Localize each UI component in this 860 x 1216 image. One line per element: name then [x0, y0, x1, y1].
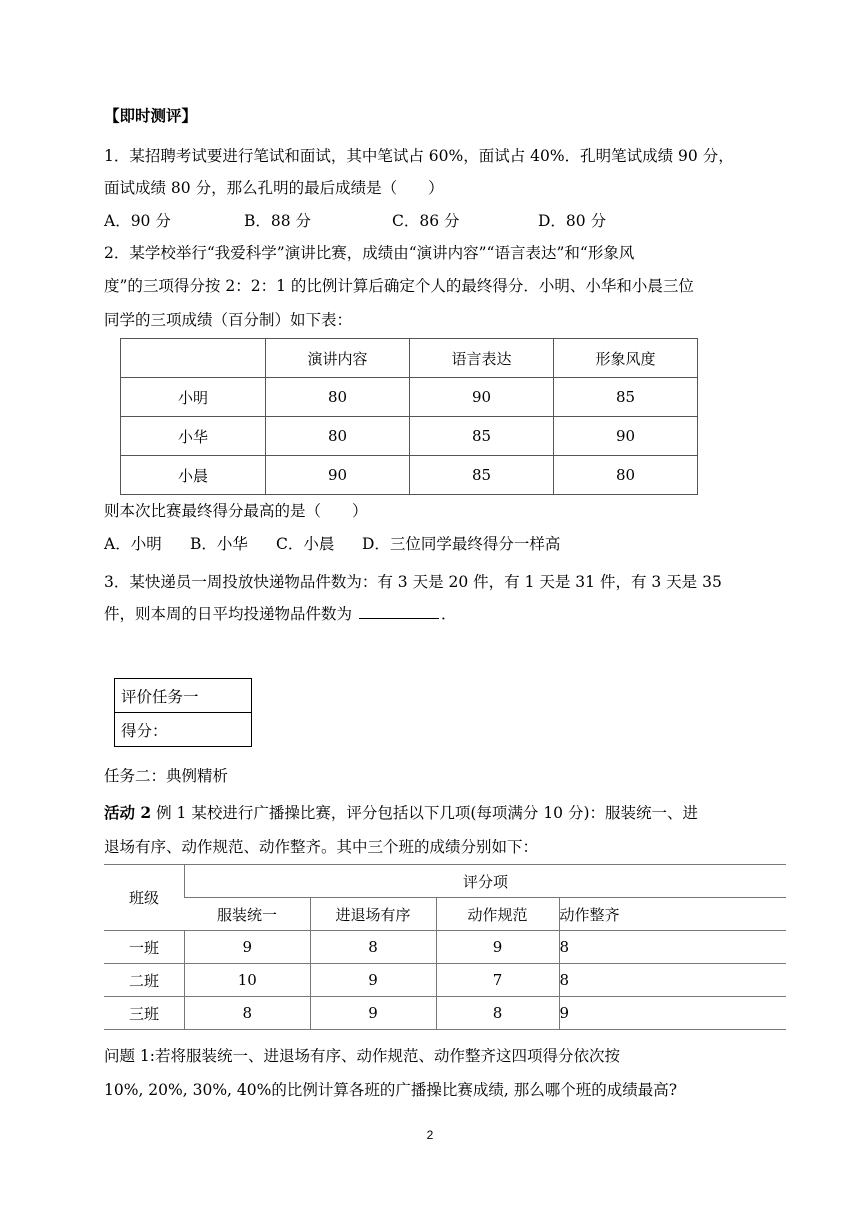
table-header-row: [104, 898, 786, 931]
table-cell: 10: [185, 964, 311, 997]
table-cell: 90: [266, 456, 410, 495]
q1-line1: 1．某招聘考试要进行笔试和面试，其中笔试占 60%，面试占 40%．孔明笔试成绩 90 分，: [104, 147, 734, 165]
table-header: 班级: [104, 865, 185, 931]
table-cell: 9: [310, 964, 436, 997]
q2-options: [104, 533, 560, 555]
question1-line1: 问题 1:若将服装统一、进退场有序、动作规范、动作整齐这四项得分依次按: [104, 1047, 621, 1065]
table-row: [104, 997, 786, 1030]
table-cell: 8: [185, 997, 311, 1030]
q2-option-a: A．小明: [104, 535, 162, 553]
table-header: 进退场有序: [310, 898, 436, 931]
q2-option-c: C．小晨: [276, 535, 335, 553]
q3-line2-end: ．: [440, 605, 457, 623]
table-header: 演讲内容: [266, 339, 410, 378]
answer-blank: [359, 604, 439, 619]
task2-title: 任务二：典例精析: [104, 767, 229, 785]
table-cell: 8: [436, 997, 559, 1030]
section-title: 【即时测评】: [104, 106, 198, 125]
q1-option-a: A．90 分: [104, 212, 171, 230]
activity-line1: [104, 802, 698, 824]
table-cell: 90: [554, 417, 698, 456]
table-row: [121, 378, 698, 417]
table-row: [121, 417, 698, 456]
table-cell: 一班: [104, 931, 185, 964]
class-score-table: [104, 864, 786, 1030]
q2-line3: 同学的三项成绩（百分制）如下表：: [104, 311, 353, 329]
q1-option-c: C．86 分: [392, 212, 460, 230]
q3-line1: 3．某快递员一周投放快递物品件数为：有 3 天是 20 件，有 1 天是 31 件，有 3 天是 35: [104, 573, 722, 591]
evaluation-score: 得分：: [115, 713, 252, 747]
activity-line2: 退场有序、动作规范、动作整齐。其中三个班的成绩分别如下：: [104, 838, 539, 856]
table-cell: [121, 339, 266, 378]
q2-line2: 度”的三项得分按 2：2：1 的比例计算后确定个人的最终得分．小明、小华和小晨三位: [104, 277, 694, 295]
q2-option-d: D．三位同学最终得分一样高: [362, 535, 561, 553]
activity-text: 例 1 某校进行广播操比赛，评分包括以下几项(每项满分 10 分)：服装统一、进: [156, 804, 699, 822]
page-number: 2: [426, 1128, 434, 1142]
table-cell: 8: [310, 931, 436, 964]
table-cell: 9: [185, 931, 311, 964]
table-cell: 9: [310, 997, 436, 1030]
table-header: 形象风度: [554, 339, 698, 378]
q2-option-b: B．小华: [190, 535, 248, 553]
table-cell: 小华: [121, 417, 266, 456]
table-cell: 85: [410, 456, 554, 495]
table-cell: 85: [554, 378, 698, 417]
table-cell: 8: [559, 931, 786, 964]
table-cell: 7: [436, 964, 559, 997]
table-row: [121, 456, 698, 495]
table-header: 服装统一: [185, 898, 311, 931]
table-cell: 8: [559, 964, 786, 997]
table-cell: 三班: [104, 997, 185, 1030]
q2-after-text: 则本次比赛最终得分最高的是（ ）: [104, 502, 368, 520]
table-header: 动作规范: [436, 898, 559, 931]
table-cell: 80: [266, 378, 410, 417]
table-cell: 9: [436, 931, 559, 964]
q1-options: [104, 210, 606, 232]
table-header: 动作整齐: [559, 898, 786, 931]
table-cell: 小晨: [121, 456, 266, 495]
table-cell: 80: [554, 456, 698, 495]
activity-label: 活动 2: [104, 803, 152, 822]
q3-line2: [104, 603, 456, 625]
table-header-row: [104, 865, 786, 898]
q2-line1: 2．某学校举行“我爱科学”演讲比赛，成绩由“演讲内容”“语言表达”和“形象风: [104, 244, 635, 262]
table-cell: 9: [559, 997, 786, 1030]
q1-option-d: D．80 分: [538, 212, 607, 230]
table-row: [104, 931, 786, 964]
evaluation-title: 评价任务一: [115, 679, 252, 713]
table-header-row: [121, 339, 698, 378]
table-header: 评分项: [185, 865, 787, 898]
table-cell: 80: [266, 417, 410, 456]
q1-line2: 面试成绩 80 分，那么孔明的最后成绩是（ ）: [104, 179, 444, 197]
table-cell: 90: [410, 378, 554, 417]
table-cell: 85: [410, 417, 554, 456]
table-cell: 二班: [104, 964, 185, 997]
q1-option-b: B．88 分: [244, 212, 312, 230]
evaluation-box: [114, 678, 252, 747]
question1-line2: 10%, 20%, 30%, 40%的比例计算各班的广播操比赛成绩, 那么哪个班的成绩最高?: [104, 1081, 678, 1099]
table-header: 语言表达: [410, 339, 554, 378]
table-cell: 小明: [121, 378, 266, 417]
q2-score-table: [120, 338, 698, 495]
q3-line2-text: 件，则本周的日平均投递物品件数为: [104, 605, 353, 623]
table-row: [104, 964, 786, 997]
